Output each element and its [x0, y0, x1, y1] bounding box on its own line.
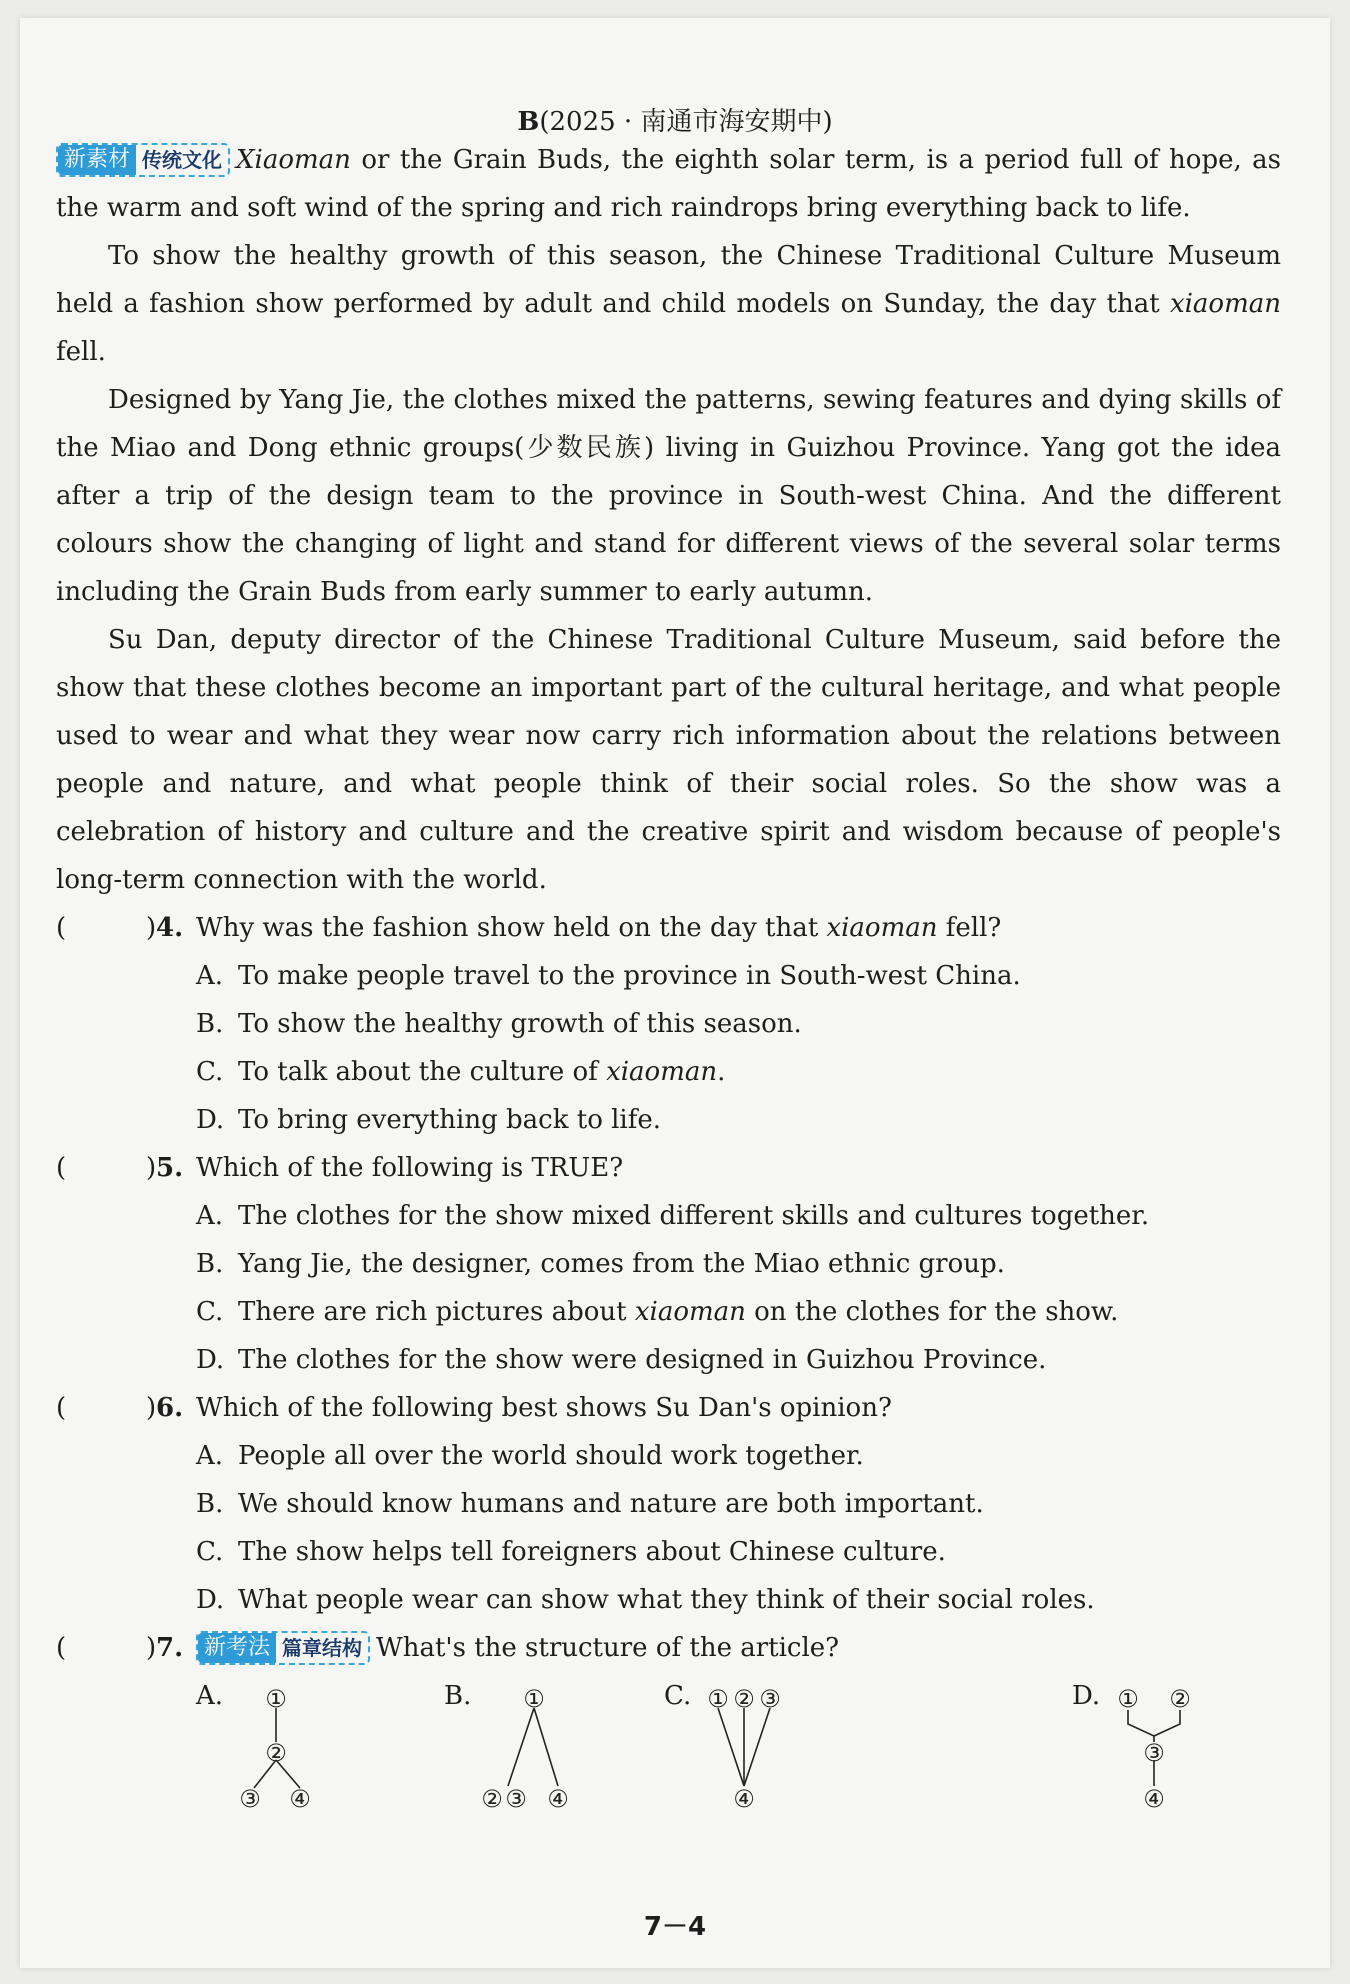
xiaoman-term: Xiaoman [236, 145, 351, 175]
node-4: ④ [1143, 1785, 1165, 1812]
paragraph-3: Designed by Yang Jie, the clothes mixed the patterns, sewing features and dying skills of the Miao and Dong ethnic groups(少数民族) living in Guizhou Province. Yang got the idea after a trip of the design team to the province in South-west China. And the different colours show the changing of light and stand for different views of the several solar terms including the Grain Buds from early summer to early autumn. [56, 385, 1281, 607]
option-letter: A. [196, 1441, 224, 1471]
section-source: (2025 · 南通市海安期中) [539, 107, 833, 137]
question-number: 7. [156, 1633, 184, 1663]
option-text: To bring everything back to life. [238, 1105, 662, 1135]
option-letter: C. [664, 1681, 692, 1711]
option-tail: . [717, 1057, 726, 1087]
new-method-label: 新考法 [198, 1633, 276, 1663]
option-4d[interactable] [56, 1096, 1281, 1144]
answer-blank-open[interactable]: ( [56, 1153, 67, 1183]
option-text: Yang Jie, the designer, comes from the Miao ethnic group. [238, 1249, 1005, 1279]
node-2: ② [481, 1785, 503, 1812]
option-letter: B. [196, 1249, 224, 1279]
diagram-a [216, 1680, 356, 1812]
option-text: The clothes for the show mixed different skills and cultures together. [238, 1201, 1150, 1231]
option-6b[interactable] [56, 1480, 1281, 1528]
xiaoman-term: xiaoman [606, 1057, 718, 1087]
answer-blank-open[interactable]: ( [56, 913, 67, 943]
page-number: 7－4 [643, 1912, 707, 1942]
option-letter: C. [196, 1057, 224, 1087]
edge [744, 1708, 770, 1786]
option-4a[interactable] [56, 952, 1281, 1000]
question-5 [56, 1144, 1281, 1192]
node-2: ② [1169, 1685, 1191, 1713]
node-1: ① [1117, 1685, 1139, 1713]
option-6a[interactable] [56, 1432, 1281, 1480]
new-material-label: 新素材 [58, 145, 136, 175]
option-6c[interactable] [56, 1528, 1281, 1576]
option-5a[interactable] [56, 1192, 1281, 1240]
xiaoman-term: xiaoman [634, 1297, 746, 1327]
answer-blank-close[interactable]: ) [146, 913, 157, 943]
node-1: ① [265, 1685, 287, 1713]
option-tail: on the clothes for the show. [745, 1297, 1119, 1327]
option-letter: B. [196, 1009, 224, 1039]
option-letter: C. [196, 1297, 224, 1327]
material-tag [56, 143, 230, 177]
option-letter: D. [1072, 1681, 1101, 1711]
edge [508, 1708, 534, 1786]
node-4: ④ [733, 1785, 755, 1812]
option-5d[interactable] [56, 1336, 1281, 1384]
edge [534, 1708, 558, 1786]
diagram-d [1108, 1680, 1248, 1812]
structure-label: 篇章结构 [282, 1636, 363, 1660]
node-3: ③ [505, 1785, 527, 1812]
question-stem: Which of the following is TRUE? [196, 1153, 624, 1183]
node-4: ④ [289, 1785, 311, 1812]
option-letter: A. [196, 1201, 224, 1231]
edge [1154, 1710, 1180, 1736]
node-1: ① [523, 1685, 545, 1713]
option-letter: B. [196, 1489, 224, 1519]
question-stem-tail: fell? [937, 913, 1002, 943]
question-7 [56, 1624, 1281, 1672]
edge [1128, 1710, 1154, 1742]
edge [718, 1708, 744, 1786]
structure-diagrams [56, 1672, 1281, 1812]
question-number: 4. [156, 913, 184, 943]
traditional-culture-label: 传统文化 [142, 148, 223, 172]
paragraph-4: Su Dan, deputy director of the Chinese Traditional Culture Museum, said before the show that these clothes become an important part of the cultural heritage, and what people used to wear and what they wear now carry rich information about the relations between people and nature, and what people think of their social roles. So the show was a celebration of history and culture and the creative spirit and wisdom because of people's long-term connection with the world. [56, 625, 1281, 895]
answer-blank-open[interactable]: ( [56, 1393, 67, 1423]
option-text: There are rich pictures about [238, 1297, 635, 1327]
option-6d[interactable] [56, 1576, 1281, 1624]
page-sheet [20, 18, 1330, 1968]
option-text: What people wear can show what they think of their social roles. [238, 1585, 1095, 1615]
option-letter: D. [196, 1585, 225, 1615]
answer-blank-close[interactable]: ) [146, 1633, 157, 1663]
node-2: ② [733, 1685, 755, 1713]
question-stem: Why was the fashion show held on the day that [196, 913, 827, 943]
question-4 [56, 904, 1281, 952]
question-stem: What's the structure of the article? [376, 1633, 840, 1663]
option-letter: B. [444, 1681, 472, 1711]
passage [56, 136, 1281, 1812]
option-text: To make people travel to the province in South-west China. [238, 961, 1021, 991]
answer-blank-open[interactable]: ( [56, 1633, 67, 1663]
option-text: People all over the world should work together. [238, 1441, 864, 1471]
answer-blank-close[interactable]: ) [146, 1393, 157, 1423]
xiaoman-term: xiaoman [1169, 289, 1281, 319]
question-stem: Which of the following best shows Su Dan's opinion? [196, 1393, 892, 1423]
new-method-tag [196, 1631, 370, 1665]
section-letter: B [517, 107, 540, 137]
node-2: ② [265, 1739, 287, 1767]
option-5c[interactable] [56, 1288, 1281, 1336]
question-number: 5. [156, 1153, 184, 1183]
option-text: We should know humans and nature are both important. [238, 1489, 984, 1519]
paragraph-1-text: or the Grain Buds, the eighth solar term, is a period full of hope, as the warm and soft wind of the spring and rich raindrops bring everything back to life. [56, 145, 1281, 223]
option-5b[interactable] [56, 1240, 1281, 1288]
answer-blank-close[interactable]: ) [146, 1153, 157, 1183]
node-1: ① [707, 1685, 729, 1713]
option-text: To show the healthy growth of this season. [238, 1009, 802, 1039]
option-4c[interactable] [56, 1048, 1281, 1096]
node-3: ③ [1143, 1739, 1165, 1767]
paragraph-1 [56, 136, 1281, 232]
option-letter: A. [196, 1681, 224, 1711]
option-letter: C. [196, 1537, 224, 1567]
paragraph-2-text: To show the healthy growth of this season, the Chinese Traditional Culture Museum held a fashion show performed by adult and child models on Sunday, the day that [56, 241, 1281, 319]
paragraph-2-tail: fell. [56, 337, 106, 367]
paragraph-2 [56, 232, 1281, 376]
diagram-c [700, 1680, 840, 1812]
node-3: ③ [759, 1685, 781, 1713]
node-4: ④ [547, 1785, 569, 1812]
option-text: The clothes for the show were designed in Guizhou Province. [238, 1345, 1047, 1375]
option-letter: D. [196, 1105, 225, 1135]
diagram-b [474, 1680, 614, 1812]
option-letter: D. [196, 1345, 225, 1375]
option-text: To talk about the culture of [238, 1057, 607, 1087]
option-4b[interactable] [56, 1000, 1281, 1048]
node-3: ③ [239, 1785, 261, 1812]
xiaoman-term: xiaoman [826, 913, 938, 943]
question-number: 6. [156, 1393, 184, 1423]
option-text: The show helps tell foreigners about Chinese culture. [238, 1537, 946, 1567]
option-letter: A. [196, 961, 224, 991]
question-6 [56, 1384, 1281, 1432]
